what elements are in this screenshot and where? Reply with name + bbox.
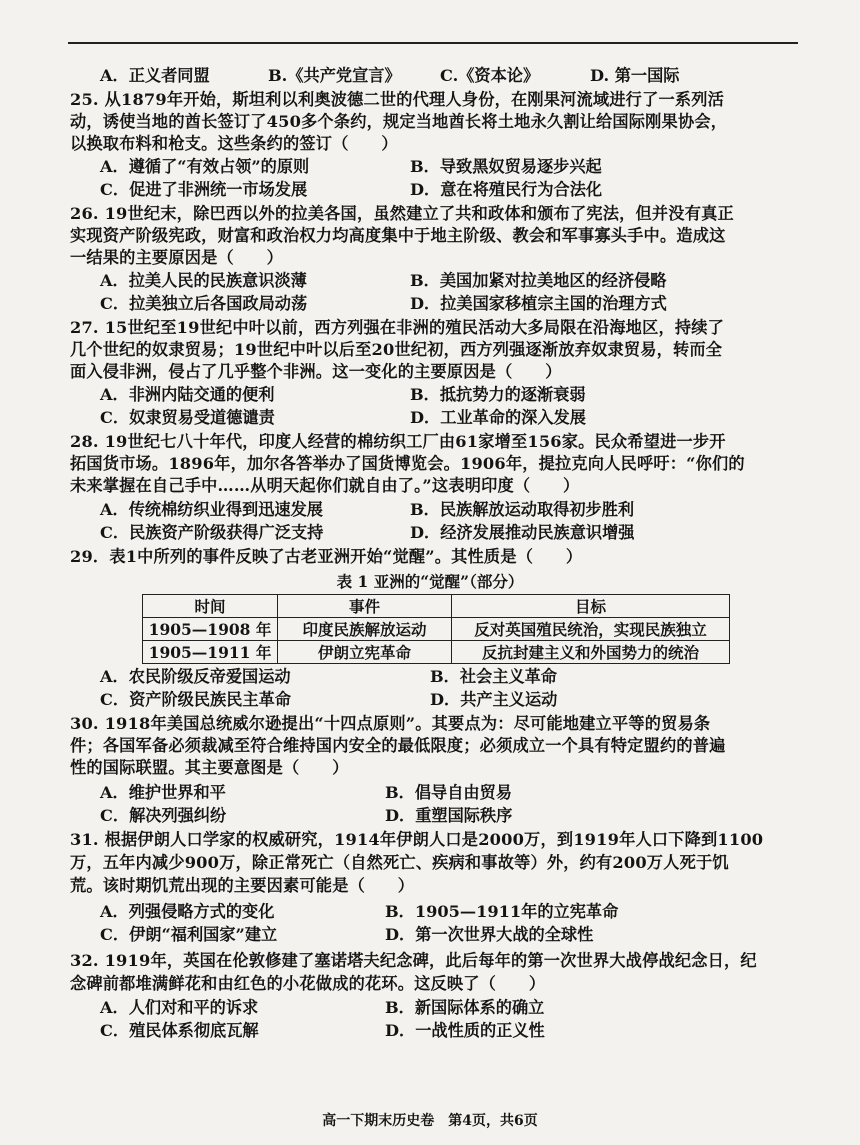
table-cell-event: 伊朗立宪革命 xyxy=(278,641,452,664)
q31-option-d: D．第一次世界大战的全球性 xyxy=(385,925,594,944)
q25-option-b: B．导致黑奴贸易逐步兴起 xyxy=(410,157,602,176)
q32-stem-line-2: 念碑前都堆满鲜花和由红色的小花做成的花环。这反映了（ ） xyxy=(70,974,546,993)
q26-option-c: C．拉美独立后各国政局动荡 xyxy=(100,294,308,313)
q30-option-c: C．解决列强纠纷 xyxy=(100,806,227,825)
table-cell-time: 1905—1911 年 xyxy=(143,641,278,664)
q26-option-a: A．拉美人民的民族意识淡薄 xyxy=(100,271,307,290)
q30-stem-line-3: 性的国际联盟。其主要意图是（ ） xyxy=(70,758,349,777)
q32-option-a: A．人们对和平的诉求 xyxy=(100,998,259,1017)
table-row xyxy=(143,641,730,664)
q27-stem-line-1: 27. 15世纪至19世纪中叶以前，西方列强在非洲的殖民活动大多局限在沿海地区，持续了 xyxy=(70,318,725,337)
page-footer: 高一下期末历史卷 第4页，共6页 xyxy=(322,1113,538,1129)
q28-stem-line-3: 未来掌握在自己手中……从明天起你们就自由了。”这表明印度（ ） xyxy=(70,476,580,495)
table-cell-goal: 反对英国殖民统治，实现民族独立 xyxy=(452,618,730,641)
q31-option-b: B．1905—1911年的立宪革命 xyxy=(385,902,619,921)
table-row xyxy=(143,618,730,641)
q29-option-a: A．农民阶级反帝爱国运动 xyxy=(100,667,291,686)
table-cell-time: 1905—1908 年 xyxy=(143,618,278,641)
q27-stem-line-3: 面入侵非洲，侵占了几乎整个非洲。这一变化的主要原因是（ ） xyxy=(70,362,562,381)
q26-stem-line-1: 26. 19世纪末，除巴西以外的拉美各国，虽然建立了共和政体和颁布了宪法，但并没有真正 xyxy=(70,204,734,223)
q24-option-a: A．正义者同盟 xyxy=(100,66,210,85)
q27-option-c: C．奴隶贸易受道德谴责 xyxy=(100,408,275,427)
q28-option-b: B．民族解放运动取得初步胜利 xyxy=(410,500,635,519)
q31-stem-line-2: 万，五年内减少900万，除正常死亡（自然死亡、疾病和事故等）外，约有200万人死于饥 xyxy=(70,853,729,872)
q29-option-d: D．共产主义运动 xyxy=(430,690,558,709)
q24-option-c: C.《资本论》 xyxy=(440,66,540,85)
q26-stem-line-2: 实现资产阶级宪政，财富和政治权力均高度集中于地主阶级、教会和军事寡头手中。造成这 xyxy=(70,226,726,245)
q32-option-c: C．殖民体系彻底瓦解 xyxy=(100,1021,259,1040)
q31-stem-line-3: 荒。该时期饥荒出现的主要因素可能是（ ） xyxy=(70,876,415,895)
q30-option-b: B．倡导自由贸易 xyxy=(385,783,512,802)
table-header-row xyxy=(143,595,730,618)
q30-stem-line-1: 30. 1918年美国总统威尔逊提出“十四点原则”。其要点为：尽可能地建立平等的贸易条 xyxy=(70,714,711,733)
q24-option-d: D. 第一国际 xyxy=(590,66,680,85)
q32-stem-line-1: 32. 1919年，英国在伦敦修建了塞诺塔夫纪念碑，此后每年的第一次世界大战停战纪念日，纪 xyxy=(70,951,757,970)
table-header-event: 事件 xyxy=(278,595,452,618)
q29-stem-line-1: 29．表1中所列的事件反映了古老亚洲开始“觉醒”。其性质是（ ） xyxy=(70,547,583,566)
q32-option-d: D．一战性质的正义性 xyxy=(385,1021,545,1040)
q25-option-c: C．促进了非洲统一市场发展 xyxy=(100,180,308,199)
q27-stem-line-2: 几个世纪的奴隶贸易；19世纪中叶以后至20世纪初，西方列强逐渐放弃奴隶贸易，转而全 xyxy=(70,340,723,359)
q28-option-a: A．传统棉纺织业得到迅速发展 xyxy=(100,500,323,519)
table-header-goal: 目标 xyxy=(452,595,730,618)
q28-option-d: D．经济发展推动民族意识增强 xyxy=(410,523,635,542)
table-header-time: 时间 xyxy=(143,595,278,618)
table-cell-goal: 反抗封建主义和外国势力的统治 xyxy=(452,641,730,664)
table-cell-event: 印度民族解放运动 xyxy=(278,618,452,641)
q26-stem-line-3: 一结果的主要原因是（ ） xyxy=(70,248,284,267)
q25-stem-line-1: 25. 从1879年开始，斯坦利以利奥波德二世的代理人身份，在刚果河流域进行了一系列活 xyxy=(70,90,725,109)
table-caption: 表 1 亚洲的“觉醒”（部分） xyxy=(336,572,524,591)
q30-stem-line-2: 件；各国军备必须裁减至符合维持国内安全的最低限度；必须成立一个具有特定盟约的普遍 xyxy=(70,736,726,755)
q26-option-b: B．美国加紧对拉美地区的经济侵略 xyxy=(410,271,667,290)
q26-option-d: D．拉美国家移植宗主国的治理方式 xyxy=(410,294,667,313)
q28-stem-line-1: 28. 19世纪七八十年代，印度人经营的棉纺织工厂由61家增至156家。民众希望进一步开 xyxy=(70,432,726,451)
q31-stem-line-1: 31. 根据伊朗人口学家的权威研究，1914年伊朗人口是2000万，到1919年人口下降到1100 xyxy=(70,830,764,849)
asia-awakening-table xyxy=(142,594,730,664)
q30-option-d: D．重塑国际秩序 xyxy=(385,806,513,825)
q28-option-c: C．民族资产阶级获得广泛支持 xyxy=(100,523,324,542)
q29-option-c: C．资产阶级民族民主革命 xyxy=(100,690,291,709)
q27-option-b: B．抵抗势力的逐渐衰弱 xyxy=(410,385,586,404)
q31-option-a: A．列强侵略方式的变化 xyxy=(100,902,275,921)
q30-option-a: A．维护世界和平 xyxy=(100,783,226,802)
q27-option-d: D．工业革命的深入发展 xyxy=(410,408,586,427)
q25-stem-line-2: 动，诱使当地的酋长签订了450多个条约，规定当地酋长将土地永久割让给国际刚果协会， xyxy=(70,112,728,131)
q25-stem-line-3: 以换取布料和枪支。这些条约的签订（ ） xyxy=(70,134,398,153)
q25-option-a: A．遵循了“有效占领”的原则 xyxy=(100,157,310,176)
q27-option-a: A．非洲内陆交通的便利 xyxy=(100,385,275,404)
q31-option-c: C．伊朗“福利国家”建立 xyxy=(100,925,278,944)
q24-option-b: B.《共产党宣言》 xyxy=(268,66,401,85)
q29-option-b: B．社会主义革命 xyxy=(430,667,557,686)
q25-option-d: D．意在将殖民行为合法化 xyxy=(410,180,603,199)
q32-option-b: B．新国际体系的确立 xyxy=(385,998,545,1017)
q28-stem-line-2: 拓国货市场。1896年，加尔各答举办了国货博览会。1906年，提拉克向人民呼吁：“你们的 xyxy=(70,454,745,473)
